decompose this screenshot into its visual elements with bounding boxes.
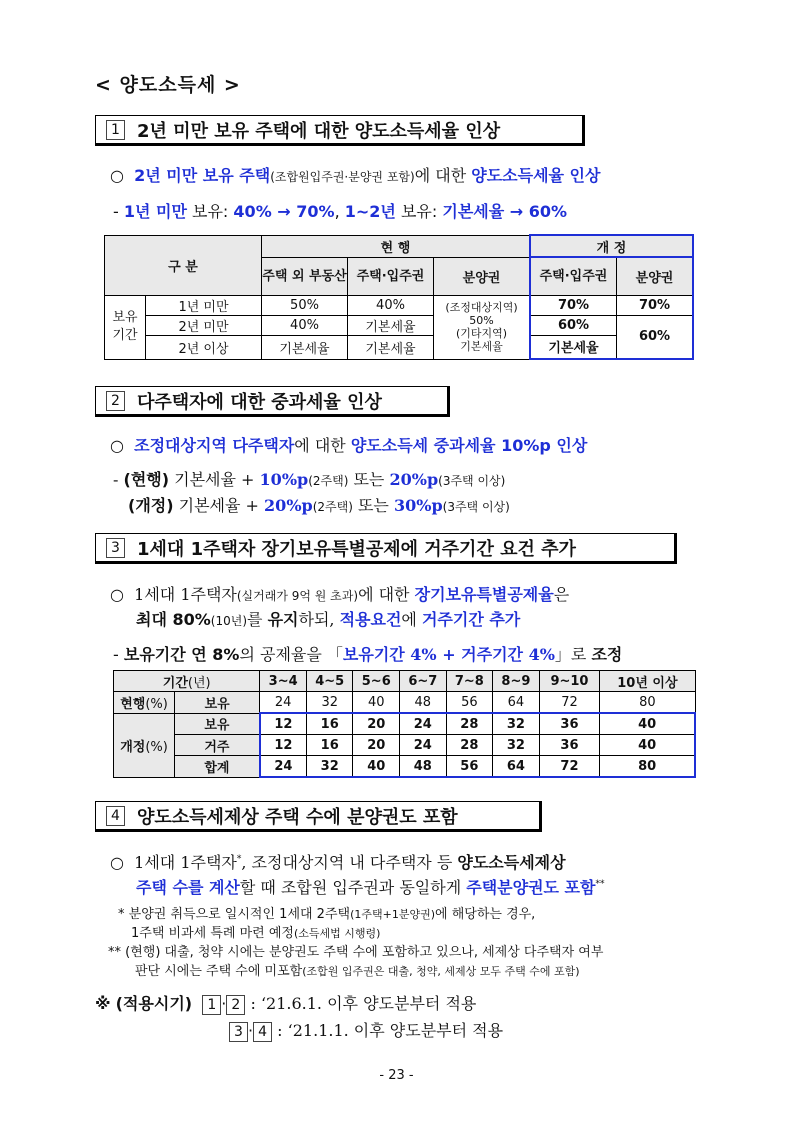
sec2-current: - (현행) 기본세율 + 10%p(2주택) 또는 20%p(3주택 이상) xyxy=(113,470,506,489)
sec4-bullet-line2: 주택 수를 계산할 때 조합원 입주권과 동일하게 주택분양권도 포함** xyxy=(136,878,605,897)
note-2-cont: 판단 시에는 주택 수에 미포함(조합원 입주권은 대출, 청약, 세제상 모두 주택 수에 포함) xyxy=(135,964,580,979)
section-4-heading xyxy=(95,801,542,832)
note-2: ** (현행) 대출, 청약 시에는 분양권도 주택 수에 포함하고 있으나, 세제상 다주택자 여부 xyxy=(108,945,604,960)
th-rev-presale: 분양권 xyxy=(617,257,694,295)
document-title: < 양도소득세 > xyxy=(95,74,241,96)
presale-current: (조정대상지역) 50% (기타지역) 기본세율 xyxy=(434,295,531,359)
section-title: 2년 미만 보유 주택에 대한 양도소득세율 인상 xyxy=(137,120,501,142)
section-1-heading xyxy=(95,115,585,146)
sec2-bullet: ○ 조정대상지역 다주택자에 대한 양도소득세 중과세율 10%p 인상 xyxy=(110,436,588,455)
note-1: * 분양권 취득으로 일시적인 1세대 2주택(1주택+1분양권)에 해당하는 경우, xyxy=(118,907,536,922)
period-label: 보유 기간 xyxy=(105,295,146,359)
sec3-table: 기간(년) 3~4 4~5 5~6 6~7 7~8 8~9 9~10 10년 이상 현행(%) 보유 24 32 40 48 56 64 72 80 개정(%) 보유 12 16 20 24 28 32 36 40 거주 12 16 20 24 28 32 36 40 합계 24 32 40 48 56 64 72 80 xyxy=(113,670,696,778)
th-current: 현 행 xyxy=(262,235,531,257)
page-number: - 23 - xyxy=(379,1068,414,1083)
section-title: 다주택자에 대한 중과세율 인상 xyxy=(137,391,382,413)
bullet-icon: ○ xyxy=(110,585,124,604)
section-title: 1세대 1주택자 장기보유특별공제에 거주기간 요건 추가 xyxy=(137,538,576,560)
sec3-sub: - 보유기간 연 8%의 공제율을 「보유기간 4% + 거주기간 4%」로 조정 xyxy=(113,645,623,664)
section-number: 2 xyxy=(106,391,125,411)
section-2-heading xyxy=(95,386,450,417)
section-number: 3 xyxy=(106,538,125,558)
th-rev-house: 주택·입주권 xyxy=(530,257,617,295)
sec1-table: 구 분 현 행 개 정 주택 외 부동산 주택·입주권 분양권 주택·입주권 분양권 보유 기간 1년 미만 50% 40% (조정대상지역) 50% (기타지역) 기본세율 70% 70% 2년 미만 40% 기본세율 60% 60% 2년 이상 기본세율 기본세율 기본세율 xyxy=(104,234,694,360)
note-1-cont: 1주택 비과세 특례 마련 예정(소득세법 시행령) xyxy=(131,926,381,941)
th-house-other: 주택 외 부동산 xyxy=(262,257,348,295)
th-period: 기간(년) xyxy=(114,671,260,692)
bullet-icon: ○ xyxy=(110,166,124,185)
section-number: 4 xyxy=(106,806,125,826)
sec4-bullet-line1: ○ 1세대 1주택자*, 조정대상지역 내 다주택자 등 양도소득세제상 xyxy=(110,853,566,872)
section-3-heading xyxy=(95,533,677,564)
sec3-bullet-line2: 최대 80%(10년)를 유지하되, 적용요건에 거주기간 추가 xyxy=(136,610,521,629)
apply-line-2: 3 · 4 : ‘21.1.1. 이후 양도분부터 적용 xyxy=(229,1018,503,1042)
row-revised: 개정(%) xyxy=(114,713,175,777)
section-number: 1 xyxy=(106,120,125,140)
sec3-bullet-line1: ○ 1세대 1주택자(실거래가 9억 원 초과)에 대한 장기보유특별공제율은 xyxy=(110,585,570,604)
th-category: 구 분 xyxy=(105,235,262,295)
sec2-revised: (개정) 기본세율 + 20%p(2주택) 또는 30%p(3주택 이상) xyxy=(128,496,510,515)
sec1-sub: - 1년 미만 보유: 40% → 70%, 1~2년 보유: 기본세율 → 60% xyxy=(113,202,568,221)
section-title: 양도소득세제상 주택 수에 분양권도 포함 xyxy=(137,806,458,828)
sec1-bullet: ○ 2년 미만 보유 주택(조합원입주권·분양권 포함)에 대한 양도소득세율 인상 xyxy=(110,166,601,185)
bullet-icon: ○ xyxy=(110,853,124,872)
th-revised: 개 정 xyxy=(530,235,693,257)
row-current: 현행(%) xyxy=(114,692,175,714)
th-house-right: 주택·입주권 xyxy=(348,257,434,295)
apply-line-1: ※ (적용시기) 1 · 2 : ‘21.6.1. 이후 양도분부터 적용 xyxy=(95,994,477,1013)
bullet-icon: ○ xyxy=(110,436,124,455)
th-presale: 분양권 xyxy=(434,257,531,295)
